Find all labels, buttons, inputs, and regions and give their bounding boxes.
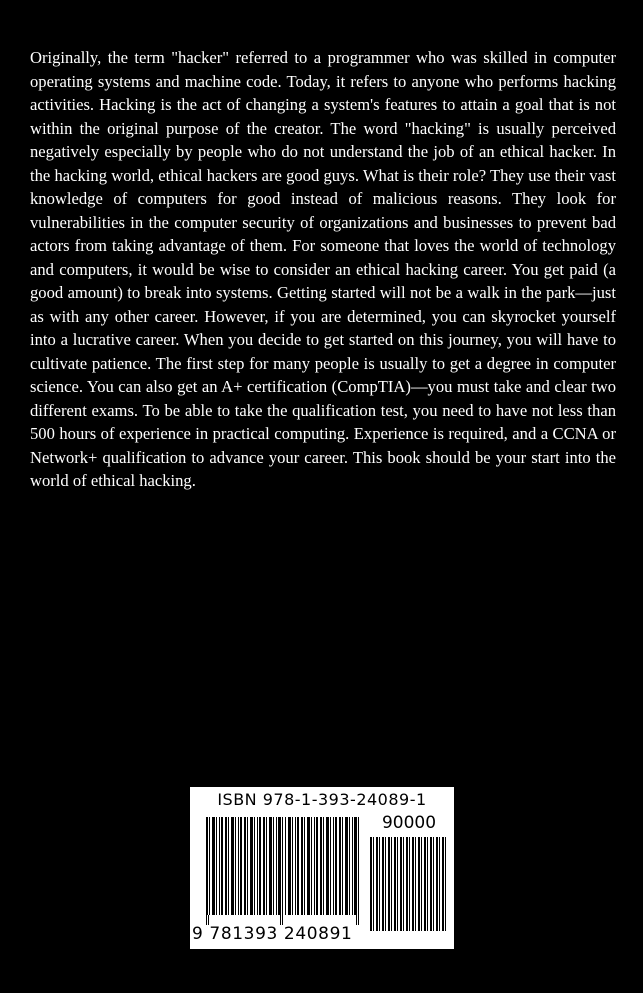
back-cover-blurb: Originally, the term "hacker" referred to a programmer who was skilled in computer operating systems and machine code. Today, it refers to anyone who performs hacking activities. Hacking is the act of changing a system's features to attain a goal that is not within the original purpose of the creator. The word "hacking" is usually perceived negatively especially by people who do not understand the job of an ethical hacker. In the hacking world, ethical hackers are good guys. What is their role? They use their vast knowledge of computers for good instead of malicious reasons. They look for vulnerabilities in the computer security of organizations and businesses to prevent bad actors from taking advantage of them. For someone that loves the world of technology and computers, it would be wise to consider an ethical hacking career. You get paid (a good amount) to break into systems. Getting started will not be a walk in the park—just as with any other career. However, if you are determined, you can skyrocket yourself into a lucrative career. When you decide to get started on this journey, you will have to cultivate patience. The first step for many people is usually to get a degree in computer science. You can also get an A+ certification (CompTIA)—you must take and clear two different exams. To be able to take the qualification test, you need to have not less than 500 hours of experience in practical computing. Experience is required, and a CCNA or Network+ qualification to advance your career. This book should be your start into the world of ethical hacking. (30, 48, 616, 490)
isbn-barcode (190, 787, 454, 949)
barcode-addon-bars (370, 837, 446, 931)
barcode-center-guard (280, 817, 284, 925)
price-code: 90000 (381, 813, 437, 833)
barcode-right-guard (356, 817, 360, 925)
isbn-label: ISBN 978-1-393-24089-1 (217, 790, 427, 809)
ean-digits: 9 781393 240891 (192, 924, 353, 944)
